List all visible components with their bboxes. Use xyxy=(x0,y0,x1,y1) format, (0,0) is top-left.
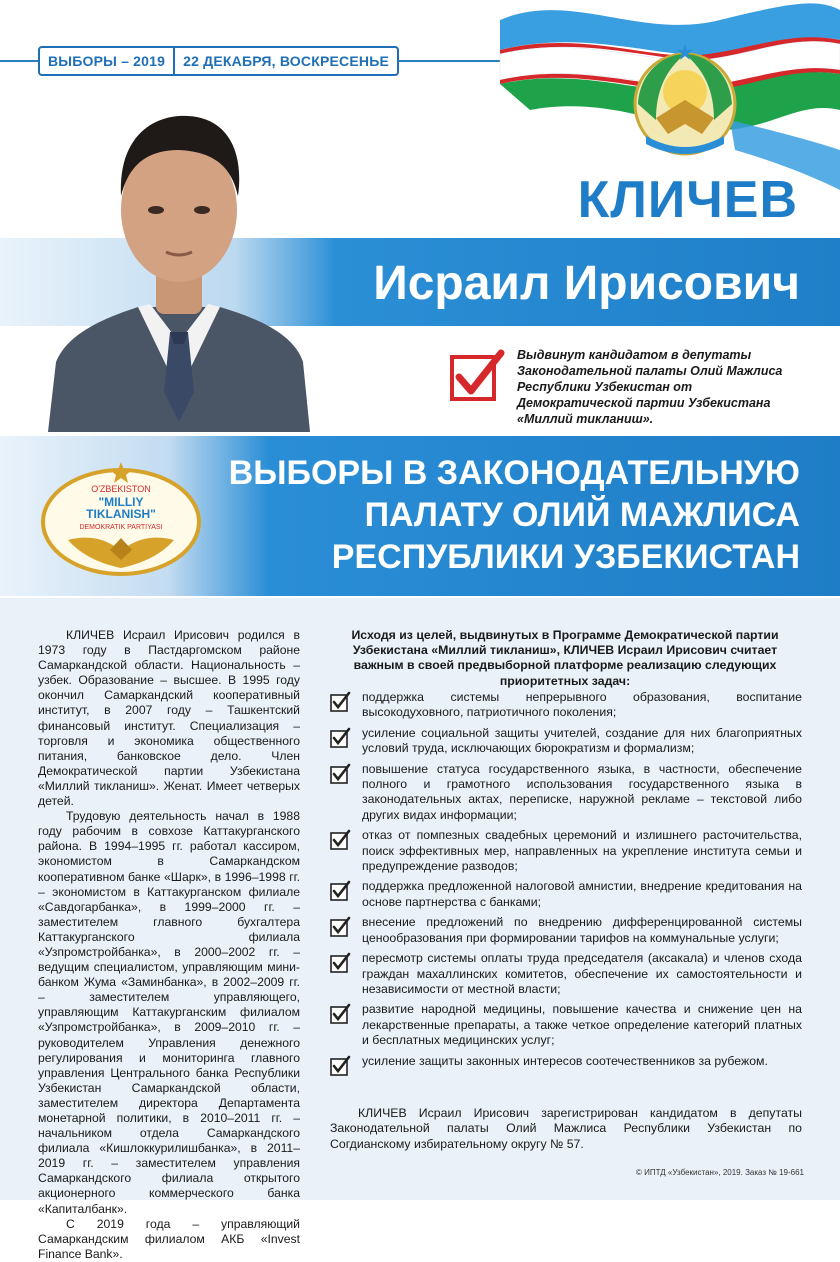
checkbox-check-icon xyxy=(330,764,350,784)
checkbox-check-icon xyxy=(330,692,350,712)
task-text: усиление социальной защиты учителей, создание для них благоприятных условий труда, исключающих бюрократизм и формализм; xyxy=(362,725,802,756)
election-year-label: ВЫБОРЫ – 2019 xyxy=(40,48,175,74)
task-text: отказ от помпезных свадебных церемоний и излишнего расточительства, поиск эффективных мер, направленных на укрепление института семьи и предупреждение разводов; xyxy=(362,828,802,874)
biography-paragraph: Трудовую деятельность начал в 1988 году рабочим в совхозе Каттакурганского района. В 1994–1995 гг. работал кассиром, экономистом в Самаркандском кооперативном банке «Шарк», в 1996–1998 гг. – экономистом в Каттакурганском филиале «Савдогарбанка», в 1999–2000 гг. – заместителем главного бухгалтера Каттакурганского филиала «Узпромстройбанка», в 2000–2002 гг. – ведущим специалистом, управляющим мини-банком Жума «Заминбанка», в 2002–2009 гг. – заместителем управляющего, управляющим Каттакурганским филиалом «Узпромстройбанка», в 2009–2010 гг. – руководителем Управления денежного регулирования и мониторинга главного управления Центрального банка Республики Узбекистан Самаркандской области, заместителем директора Департамента монетарной политики, в 2010–2011 гг. – начальником отдела Самаркандского филиала «Кишлоккурилишбанка», в 2011–2019 гг. – заместителем управления Самаркандского филиала открытого акционерного коммерческого банка «Капиталбанк». xyxy=(38,809,300,1216)
checkbox-check-icon xyxy=(330,728,350,748)
list-item xyxy=(330,879,802,910)
task-text: поддержка предложенной налоговой амнистии, внедрение кредитования на основе партнерства с банками; xyxy=(362,879,802,909)
list-item xyxy=(330,1002,802,1048)
checkbox-check-icon xyxy=(330,1056,350,1076)
task-text: поддержка системы непрерывного образования, воспитание высокодуховного, патриотичного поколения; xyxy=(362,690,802,720)
print-imprint: © ИПТД «Узбекистан», 2019. Заказ № 19-661 xyxy=(636,1168,804,1177)
party-logo-icon xyxy=(40,460,202,578)
checkbox-check-icon xyxy=(330,917,350,937)
state-emblem-icon xyxy=(626,40,744,162)
biography xyxy=(38,628,300,1262)
list-item xyxy=(330,726,802,757)
biography-paragraph: КЛИЧЕВ Исраил Ирисович родился в 1973 году в Пастдаргомском районе Самаркандской области. Национальность – узбек. Образование – высшее. В 1995 году окончил Самаркандский кооперативный институт, в 2007 году – Ташкентский финансовый институт. Специализация – торговля и экономика общественного питания, банковское дело. Член Демократической партии Узбекистана «Миллий тикланиш». Женат. Имеет четверых детей. xyxy=(38,628,300,809)
checkbox-check-icon xyxy=(330,830,350,850)
list-item xyxy=(330,690,802,721)
task-text: повышение статуса государственного языка, в частности, обеспечение полного и грамотного использования государственного языка в законодательных актах, переписке, наружной рекламе – текстовой либо других видах информации; xyxy=(362,761,802,822)
party-logo-line4: DEMOKRATIK PARTIYASI xyxy=(79,524,163,531)
headline-line3: РЕСПУБЛИКИ УЗБЕКИСТАН xyxy=(331,538,800,576)
red-checkbox-icon xyxy=(447,347,505,405)
task-text: развитие народной медицины, повышение качества и снижение цен на лекарственные препараты, а также четкое определение категорий платных и бесплатных медицинских услуг; xyxy=(362,1002,802,1048)
checkbox-check-icon xyxy=(330,953,350,973)
task-text: внесение предложений по внедрению дифференцированной системы ценообразования при формировании тарифов на коммунальные услуги; xyxy=(362,915,802,945)
task-text: пересмотр системы оплаты труда председателя (аксакала) и членов схода граждан махаллинских комитетов, обеспечение их самостоятельности и независимости от местной власти; xyxy=(362,951,802,996)
candidate-surname: КЛИЧЕВ xyxy=(577,171,798,229)
nomination-block xyxy=(447,347,807,427)
list-item xyxy=(330,1054,802,1076)
checkbox-check-icon xyxy=(330,881,350,901)
headline-line2: ПАЛАТУ ОЛИЙ МАЖЛИСА xyxy=(364,496,800,534)
election-date-label: 22 ДЕКАБРЯ, ВОСКРЕСЕНЬЕ xyxy=(183,53,389,69)
headline-line1: ВЫБОРЫ В ЗАКОНОДАТЕЛЬНУЮ xyxy=(228,454,800,492)
checkbox-check-icon xyxy=(330,1004,350,1024)
list-item xyxy=(330,915,802,946)
registration-text: КЛИЧЕВ Исраил Ирисович зарегистрирован кандидатом в депутаты Законодательной палаты Олий Мажлиса Республики Узбекистан по Согдианскому избирательному округу № 57. xyxy=(330,1106,802,1151)
list-item xyxy=(330,828,802,874)
party-logo-line2: "MILLIY xyxy=(98,495,144,509)
party-logo-line1: O'ZBEKISTON xyxy=(91,484,151,494)
party-logo-line3: TIKLANISH" xyxy=(86,507,156,521)
candidate-given-names: Исраил Ирисович xyxy=(373,257,800,310)
priority-tasks-list xyxy=(330,690,802,1081)
task-text: усиление защиты законных интересов соотечественников за рубежом. xyxy=(362,1053,768,1068)
list-item xyxy=(330,951,802,997)
platform-intro: Исходя из целей, выдвинутых в Программе Демократической партии Узбекистана «Миллий тикланиш», КЛИЧЕВ Исраил Ирисович считает важным в своей предвыборной платформе реализацию следующих приоритетных задач: xyxy=(351,628,779,688)
page-title xyxy=(200,452,800,578)
biography-paragraph: С 2019 года – управляющий Самаркандским филиалом АКБ «Invest Finance Bank». xyxy=(38,1216,300,1261)
list-item xyxy=(330,762,802,824)
election-badge xyxy=(38,46,399,76)
candidate-photo xyxy=(48,92,310,432)
nomination-text: Выдвинут кандидатом в депутаты Законодательной палаты Олий Мажлиса Республики Узбекистан от Демократической партии Узбекистана «Миллий тикланиш». xyxy=(517,348,783,426)
